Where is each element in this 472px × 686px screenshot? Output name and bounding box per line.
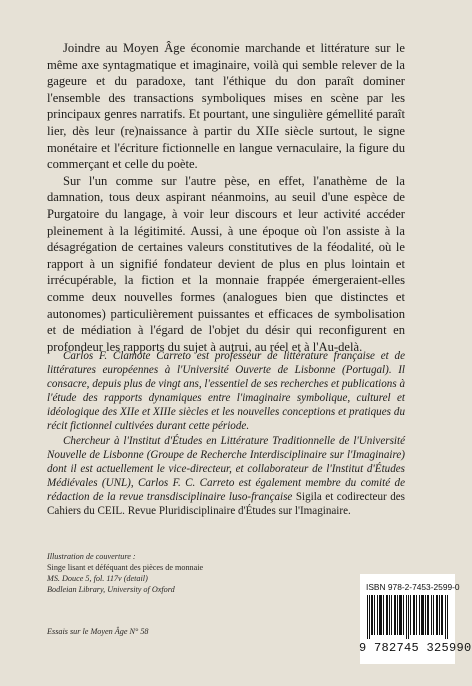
credit-line-1: Singe lisant et déféquant des pièces de monnaie — [47, 563, 204, 572]
series-label: Essais sur le Moyen Âge N° 58 — [47, 627, 149, 636]
ean-number: 9 782745 325990 — [359, 641, 472, 655]
bio-paragraph-2-italic: Chercheur à l'Institut d'Études en Littérature Traditionnelle de l'Université Nouvelle de Lisbonne (Groupe de Recherche Interdisciplinaire sur l'Imaginaire) dont il est actuellement le vice-directeur, et collaborateur de l'Institut d'Études Médiévales (UNL), Carlos F. C. Carreto est également membre du comité de rédaction de la revue transdisciplinaire luso-française — [47, 434, 405, 503]
author-biography — [47, 349, 405, 518]
blurb-paragraph-1: Joindre au Moyen Âge économie marchande et littérature sur le même axe syntagmatique et imaginaire, voilà qui semble relever de la gageure et du paradoxe, tant l'éthique du don paraît dominer l'ensemble des transactions symboliques mises en scène par les principaux genres narratifs. Et pourtant, une singulière gémellité paraît lier, dès leur (re)naissance à partir du XIIe siècle surtout, le signe monétaire et l'écriture fictionnelle en langue vernaculaire, la figure du commerçant et celle du poète. — [47, 41, 405, 172]
blurb-text — [47, 40, 405, 355]
credit-heading: Illustration de couverture : — [47, 552, 136, 561]
credit-line-2: MS. Douce 5, fol. 117v (detail) — [47, 574, 148, 583]
blurb-paragraph-2: Sur l'un comme sur l'autre pèse, en effet, l'anathème de la damnation, tous deux aspirant néanmoins, au seuil d'une espèce de Purgatoire du langage, à voir leur discours et leur activité accéder pleinement à la légitimité. Aussi, à une époque où l'on assiste à la désagrégation de certaines valeurs constitutives de la féodalité, où le rapport à un signifié fondateur devient de plus en plus lointain et irrécupérable, la fiction et la monnaie frappée émergeraient-elles comme deux nouvelles formes (analogues bien que distinctes et autonomes) particulièrement puissantes et efficaces de symbolisation et de médiation à l'égard de l'objet du désir qui reconfigurent en profondeur les rapports du sujet à autrui, au réel et à l'Au-delà. — [47, 173, 405, 354]
barcode-icon — [367, 595, 449, 639]
cover-illustration-credit — [47, 551, 247, 595]
bio-paragraph-2 — [47, 434, 405, 519]
bio-paragraph-1: Carlos F. Clamote Carreto est professeur de littérature française et de littératures européennes à l'Université Ouverte de Lisbonne (Portugal). Il consacre, depuis plus de vingt ans, l'essentiel de ses recherches et publications à l'étude des rapports dynamiques entre l'imaginaire symbolique, culturel et idéologique des XIIe et XIIIe siècles et les nouvelles conceptions et pratiques du récit fictionnel cultivées durant cette période. — [47, 350, 405, 433]
credit-line-3: Bodleian Library, University of Oxford — [47, 585, 175, 594]
bio-paragraph-2-upright: Sigila et codirecteur des Cahiers du CEIL. Revue Pluridisciplinaire d'Études sur l'Imaginaire. — [47, 490, 405, 518]
isbn-label: ISBN 978-2-7453-2599-0 — [366, 582, 460, 592]
